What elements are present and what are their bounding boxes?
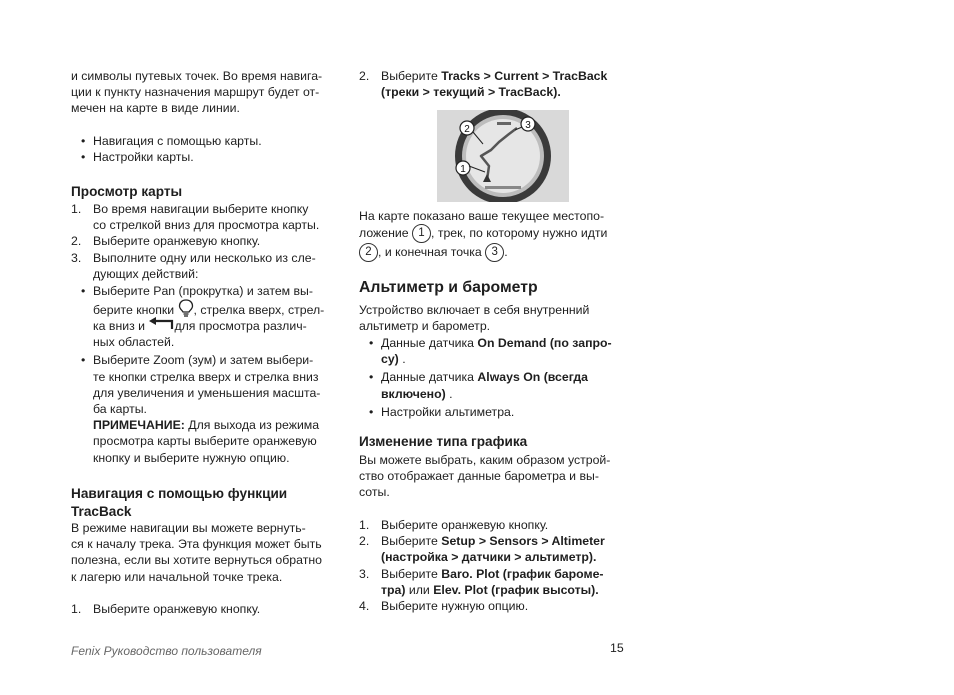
step-number: 1. xyxy=(71,602,82,616)
step-number: 2. xyxy=(71,234,82,249)
zoom-line: • Выберите Zoom (зум) и затем выбери- xyxy=(93,353,314,368)
pan-text: для просмотра различ- xyxy=(174,318,307,333)
step-text: или xyxy=(405,582,434,597)
graph-steps xyxy=(359,517,623,614)
note-text: Для выхода из режима xyxy=(184,418,320,433)
graph-heading: Изменение типа графика xyxy=(359,434,528,449)
list-item xyxy=(359,68,623,100)
step-text: Выберите xyxy=(381,534,442,549)
watch-map-illustration xyxy=(437,110,569,202)
page-number: 15 xyxy=(610,641,624,655)
pan-text: берите кнопки xyxy=(93,302,178,317)
pan-line: • Выберите Pan (прокрутка) и затем вы- xyxy=(93,284,313,298)
link-altimeter-settings[interactable]: • Настройки альтиметра. xyxy=(359,404,623,420)
caption-text: , трек, по которому нужно идти xyxy=(431,226,608,241)
paragraph-line: ся к началу трека. Эта функция может быть xyxy=(71,537,322,552)
menu-path: тра) xyxy=(381,582,406,597)
link-map-navigation[interactable]: • Навигация с помощью карты. xyxy=(71,133,337,149)
zoom-line: ба карты. xyxy=(93,402,147,417)
paragraph-line: В режиме навигации вы можете вернуть- xyxy=(71,521,306,535)
link-on-demand[interactable] xyxy=(359,335,623,367)
step-text: Выберите xyxy=(381,69,442,83)
tracback-paragraph xyxy=(71,520,337,585)
step-line: Во время навигации выберите кнопку xyxy=(93,202,309,216)
intro-line: ции к пункту назначения маршрут будет от- xyxy=(71,85,320,100)
step-number: 2. xyxy=(359,534,370,549)
list-item xyxy=(359,517,623,533)
list-item xyxy=(71,601,337,617)
menu-path: Baro. Plot (график бароме- xyxy=(441,566,604,581)
step-line: Выберите нужную опцию. xyxy=(381,599,529,614)
list-item-zoom xyxy=(71,352,337,465)
related-links xyxy=(71,133,337,165)
paragraph-line: Устройство включает в себя внутренний xyxy=(359,303,590,317)
menu-path: (треки > текущий > TracBack). xyxy=(381,85,561,100)
view-map-heading: Просмотр карты xyxy=(71,184,183,199)
pan-line xyxy=(93,299,337,317)
figure-caption xyxy=(359,208,623,262)
pan-line: ных областей. xyxy=(93,335,175,350)
altimeter-paragraph xyxy=(359,302,623,334)
caption-text: ложение xyxy=(359,226,412,241)
link-text: Данные датчика xyxy=(381,370,478,385)
pan-text: , стрелка вверх, стрел- xyxy=(193,302,325,317)
list-item-pan xyxy=(71,283,337,350)
link-always-on[interactable] xyxy=(359,369,623,401)
link-text: . xyxy=(398,352,406,367)
link-text-bold: Always On (всегда xyxy=(477,370,589,385)
marker-label: 2 xyxy=(464,124,470,135)
caption-line xyxy=(359,242,623,262)
altimeter-heading: Альтиметр и барометр xyxy=(359,279,538,296)
step-line: со стрелкой вниз для просмотра карты. xyxy=(93,218,320,233)
paragraph-line: альтиметр и барометр. xyxy=(359,319,491,334)
tracback-steps xyxy=(71,601,337,617)
step-line: Выберите оранжевую кнопку. xyxy=(93,602,261,616)
zoom-line: те кнопки стрелка вверх и стрелка вниз xyxy=(93,369,319,384)
marker-label: 1 xyxy=(460,164,466,175)
callout-2: 2 xyxy=(359,243,378,262)
footer-title: Fenix Руководство пользователя xyxy=(71,644,262,658)
paragraph-line: Вы можете выбрать, каким образом устрой- xyxy=(359,453,611,467)
marker-label: 3 xyxy=(525,120,531,131)
paragraph-line: к лагерю или начальной точке трека. xyxy=(71,569,283,584)
intro-paragraph xyxy=(71,68,337,117)
step-number: 2. xyxy=(359,69,370,83)
step-line: Выполните одну или несколько из сле- xyxy=(93,250,316,265)
step-line: дующих действий: xyxy=(93,266,199,281)
caption-line: На карте показано ваше текущее местопо- xyxy=(359,209,605,223)
step-line xyxy=(381,84,623,100)
heading-line: Навигация с помощью функции xyxy=(71,486,288,501)
menu-path: Tracks > Current > TracBack xyxy=(441,69,608,83)
note-line: кнопку и выберите нужную опцию. xyxy=(93,450,290,465)
link-text: . xyxy=(445,386,453,401)
step-number: 1. xyxy=(71,202,82,216)
step-number: 4. xyxy=(359,599,370,614)
paragraph-line: ство отображает данные барометра и вы- xyxy=(359,469,599,484)
callout-1: 1 xyxy=(412,224,431,243)
intro-line: и символы путевых точек. Во время навига- xyxy=(71,69,323,83)
list-item xyxy=(71,250,337,282)
altimeter-links xyxy=(359,335,623,420)
view-map-steps xyxy=(71,201,337,282)
menu-path: (настройка > датчики > альтиметр). xyxy=(381,550,597,565)
step-number: 1. xyxy=(359,518,370,532)
caption-text: , и конечная точка xyxy=(378,245,486,260)
graph-paragraph xyxy=(359,452,623,501)
action-options xyxy=(71,283,337,466)
step-line: Выберите оранжевую кнопку. xyxy=(93,234,261,249)
tracback-steps-cont xyxy=(359,68,623,100)
list-item xyxy=(71,201,337,233)
callout-3: 3 xyxy=(485,243,504,262)
step-number: 3. xyxy=(71,250,82,265)
tracback-map-figure xyxy=(437,110,569,202)
intro-line: мечен на карте в виде линии. xyxy=(71,101,240,116)
step-number: 3. xyxy=(359,566,370,581)
pan-line xyxy=(93,317,337,334)
tracback-heading xyxy=(71,485,337,520)
link-map-settings[interactable]: • Настройки карты. xyxy=(71,149,337,165)
note-label: ПРИМЕЧАНИЕ: xyxy=(93,418,185,433)
paragraph-line: полезна, если вы хотите вернуться обратно xyxy=(71,553,322,568)
pan-text: ка вниз и xyxy=(93,318,149,333)
paragraph-line: соты. xyxy=(359,485,390,500)
link-text-bold: включено) xyxy=(381,386,446,401)
zoom-line: для увеличения и уменьшения масшта- xyxy=(93,385,321,400)
step-text: Выберите xyxy=(381,566,442,581)
note-line xyxy=(93,417,337,433)
link-text-bold: су) xyxy=(381,352,399,367)
list-item xyxy=(359,566,623,598)
menu-path: Elev. Plot (график высоты). xyxy=(433,582,599,597)
step-line: Выберите оранжевую кнопку. xyxy=(381,518,549,532)
list-item xyxy=(71,233,337,249)
caption-line xyxy=(359,224,623,242)
heading-line: TracBack xyxy=(71,503,132,519)
list-item xyxy=(359,533,623,565)
caption-text: . xyxy=(504,245,508,260)
list-item xyxy=(359,598,623,614)
step-line xyxy=(381,68,623,84)
link-text: Данные датчика xyxy=(381,336,478,350)
link-text-bold: On Demand (по запро- xyxy=(477,336,612,350)
menu-path: Setup > Sensors > Altimeter xyxy=(441,534,605,549)
note-line: просмотра карты выберите оранжевую xyxy=(93,434,317,449)
